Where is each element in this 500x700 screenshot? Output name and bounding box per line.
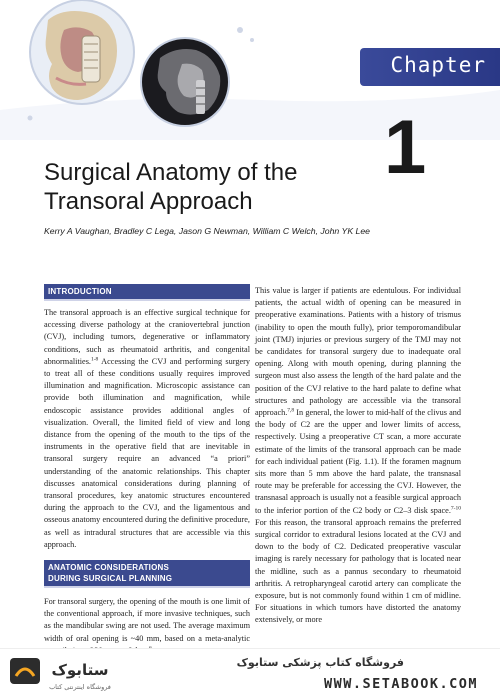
section-heading-anatomic-considerations [44, 560, 250, 588]
chapter-number: 1 [384, 105, 427, 190]
right-text-part-3: For this reason, the transoral approach remains the preferred surgical corridor to extradural lesions located at the CVJ and down to the body of C2. Dedicated preoperative vascular imaging is rarely necessary for pathology that is located near the midline, such as a pannus secondary to rheumatoid arthritis. A retropharyngeal carotid artery can complicate the exposure, but is not commonly found within 1 cm of midline. For situations in which tumors have distorted the anatomy extensively, or more [255, 517, 461, 625]
chapter-title [44, 158, 374, 216]
introduction-text-part-1: The transoral approach is an effective surgical technique for accessing diverse pathology at the craniovertebral junction (CVJ), including tumors, degenerative or inflammatory conditions, such as rheumatoid arthritis, and congenital abnormalities. [44, 308, 250, 366]
right-column [255, 285, 461, 627]
store-logo[interactable] [10, 654, 120, 694]
right-column-paragraph [255, 285, 461, 627]
logo-tagline: فروشگاه اینترنتی کتاب [49, 683, 111, 691]
citation-ref: 1-8 [90, 356, 99, 363]
logo-wordmark: ستابوک [51, 661, 109, 679]
introduction-text-part-2: Accessing the CVJ and performing surgery to treat all of these conditions usually requires improved illumination and magnification. Microscopic assistance can provide both illumination and magnification, while endoscopic assistance provides additional angles of visualization. Overall, the limited field of view and long distance from the opening of the mouth to the tips of the instruments in the operative field that are inevitable in transoral surgery require an advanced “a priori” understanding of the anatomic relationships. This chapter discusses anatomical considerations during planning of transoral procedures, key anatomic structures encountered during the approach to the CVJ, and the ligamentous and osseous anatomy encountered during the definitive procedure, as well as intradural structures that are accessible via this approach. [44, 356, 250, 549]
chapter-label: Chapter [390, 53, 486, 77]
left-column [44, 284, 250, 657]
store-url-link[interactable]: WWW.SETABOOK.COM [323, 676, 478, 692]
introduction-paragraph [44, 307, 250, 551]
chapter-title-line-1: Surgical Anatomy of the [44, 159, 298, 186]
right-text-part-1: This value is larger if patients are edentulous. For individual patients, the actual width of opening can be measured in preoperative examinations. Patients with a history of trismus (inability to open the mouth fully), prior temporomandibular joint (TMJ) injuries or previous surgery of the TMJ may not be candidates for transoral surgery due to inadequate oral opening. Along with mouth opening, during planning the surgeon must also assess the length of the hard palate and the position of the CVJ relative to the hard palate to define what structures and pathology are accessible via the transoral approach. [255, 286, 461, 418]
citation-ref: 7-10 [450, 504, 461, 511]
anatomic-text: For transoral surgery, the opening of the mouth is one limit of the conventional approach, if more invasive techniques, such as the mandibular swing are not used. The average maximum width of oral opening is ~40 mm, based on a meta-analytic [44, 597, 250, 643]
citation-ref: 7,8 [287, 407, 295, 414]
section-heading-line-2: DURING SURGICAL PLANNING [48, 574, 173, 584]
logo-mark-icon [10, 658, 40, 684]
store-name: فروشگاه کتاب پزشکی ستابوک [236, 656, 404, 669]
chapter-title-line-2: Transoral Approach [44, 188, 253, 215]
chapter-title-block [44, 158, 374, 216]
xray-image-icon [141, 38, 229, 126]
section-heading-line-1: ANATOMIC CONSIDERATIONS [48, 563, 170, 573]
section-heading-introduction: INTRODUCTION [44, 284, 250, 301]
anatomy-drawing-icon [30, 0, 134, 104]
right-text-part-2: In general, the lower to mid-half of the clivus and the body of C2 are the upper and lower limits of access, respectively. Using a preoperative CT scan, a more accurate estimate of the limits of the transoral approach can be made for each individual patient (Fig. 1.1). If the foramen magnum sits more than 5 mm above the hard palate, the transnasal route may be preferable for accessing the CVJ. However, the transnasal approach is usually not a feasible surgical approach to the inferior portion of the C2 body or C2–3 disk space. [255, 408, 461, 515]
author-list: Kerry A Vaughan, Bradley C Lega, Jason G Newman, William C Welch, John YK Lee [44, 226, 371, 236]
